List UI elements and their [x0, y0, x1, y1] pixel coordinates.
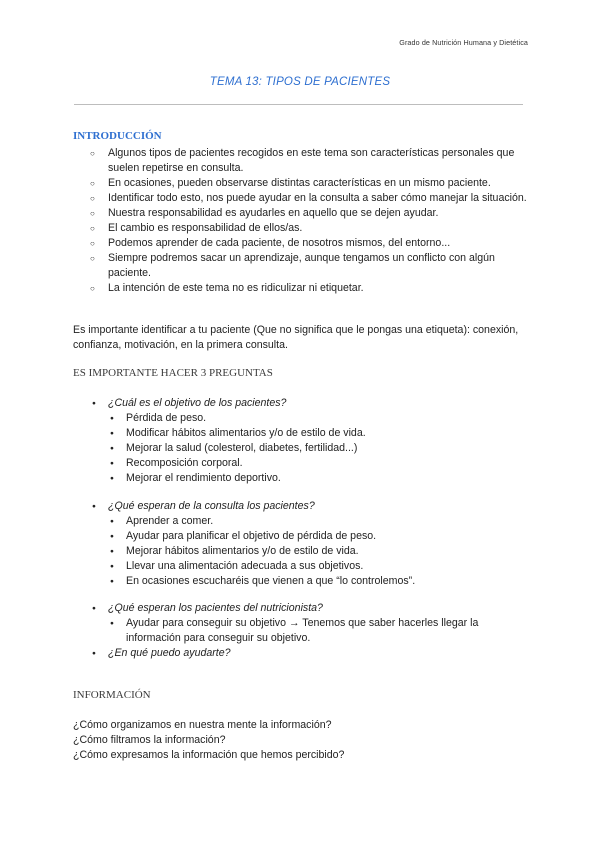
- question-text: ¿Qué esperan los pacientes del nutricionista?: [108, 602, 323, 614]
- list-item: ● Mejorar el rendimiento deportivo.: [108, 471, 530, 486]
- list-item: ○ En ocasiones, pueden observarse distintas características en un mismo paciente.: [90, 176, 530, 191]
- question-2-list: [108, 514, 530, 589]
- intro-paragraph: Es importante identificar a tu paciente (Que no significa que le pongas una etiqueta): conexión, confianza, motivación, en la primera consulta.: [73, 324, 519, 351]
- list-item: ● Mejorar hábitos alimentarios y/o de estilo de vida.: [108, 544, 530, 559]
- info-heading: INFORMACIÓN: [73, 689, 151, 701]
- list-item: ● Aprender a comer.: [108, 514, 530, 529]
- list-item: ● Recomposición corporal.: [108, 456, 530, 471]
- question-2: [90, 499, 530, 589]
- list-item: ○ La intención de este tema no es ridiculizar ni etiquetar.: [90, 281, 530, 296]
- question-1-list: [108, 411, 530, 486]
- question-3: [90, 601, 530, 661]
- course-header: Grado de Nutrición Humana y Dietética: [399, 38, 528, 47]
- question-3-list: [108, 616, 530, 646]
- list-item: ○ El cambio es responsabilidad de ellos/as.: [90, 221, 530, 236]
- list-item: ○ Siempre podremos sacar un aprendizaje, aunque tengamos un conflicto con algún paciente.: [90, 251, 530, 281]
- list-item: ○ Podemos aprender de cada paciente, de nosotros mismos, del entorno...: [90, 236, 530, 251]
- info-line: ¿Cómo expresamos la información que hemos percibido?: [73, 749, 345, 761]
- list-item: ● Modificar hábitos alimentarios y/o de estilo de vida.: [108, 426, 530, 441]
- title-divider: [74, 104, 523, 105]
- list-item: ○ Nuestra responsabilidad es ayudarles en aquello que se dejen ayudar.: [90, 206, 530, 221]
- question-text: ¿En qué puedo ayudarte?: [108, 647, 231, 659]
- list-item: ● Llevar una alimentación adecuada a sus objetivos.: [108, 559, 530, 574]
- list-item: ● Mejorar la salud (colesterol, diabetes, fertilidad...): [108, 441, 530, 456]
- list-item: ○ Algunos tipos de pacientes recogidos en este tema son características personales que suelen repetirse en consulta.: [90, 146, 530, 176]
- list-item: ● Ayudar para conseguir su objetivo → Tenemos que saber hacerles llegar la información para conseguir su objetivo.: [108, 616, 530, 646]
- page-title: TEMA 13: TIPOS DE PACIENTES: [209, 76, 391, 88]
- intro-heading: INTRODUCCIÓN: [73, 130, 162, 142]
- list-item: ○ Identificar todo esto, nos puede ayudar en la consulta a saber cómo manejar la situación.: [90, 191, 530, 206]
- list-item: ● Pérdida de peso.: [108, 411, 530, 426]
- list-item: ● En ocasiones escucharéis que vienen a que “lo controlemos”.: [108, 574, 530, 589]
- questions-heading: ES IMPORTANTE HACER 3 PREGUNTAS: [73, 367, 273, 379]
- question-text: ¿Qué esperan de la consulta los pacientes?: [108, 500, 315, 512]
- question-1: [90, 396, 530, 486]
- info-lines: [73, 718, 344, 763]
- info-line: ¿Cómo filtramos la información?: [73, 734, 226, 746]
- info-line: ¿Cómo organizamos en nuestra mente la información?: [73, 719, 332, 731]
- list-item: ● Ayudar para planificar el objetivo de pérdida de peso.: [108, 529, 530, 544]
- question-text: ¿Cuál es el objetivo de los pacientes?: [108, 397, 287, 409]
- intro-list: [90, 146, 530, 296]
